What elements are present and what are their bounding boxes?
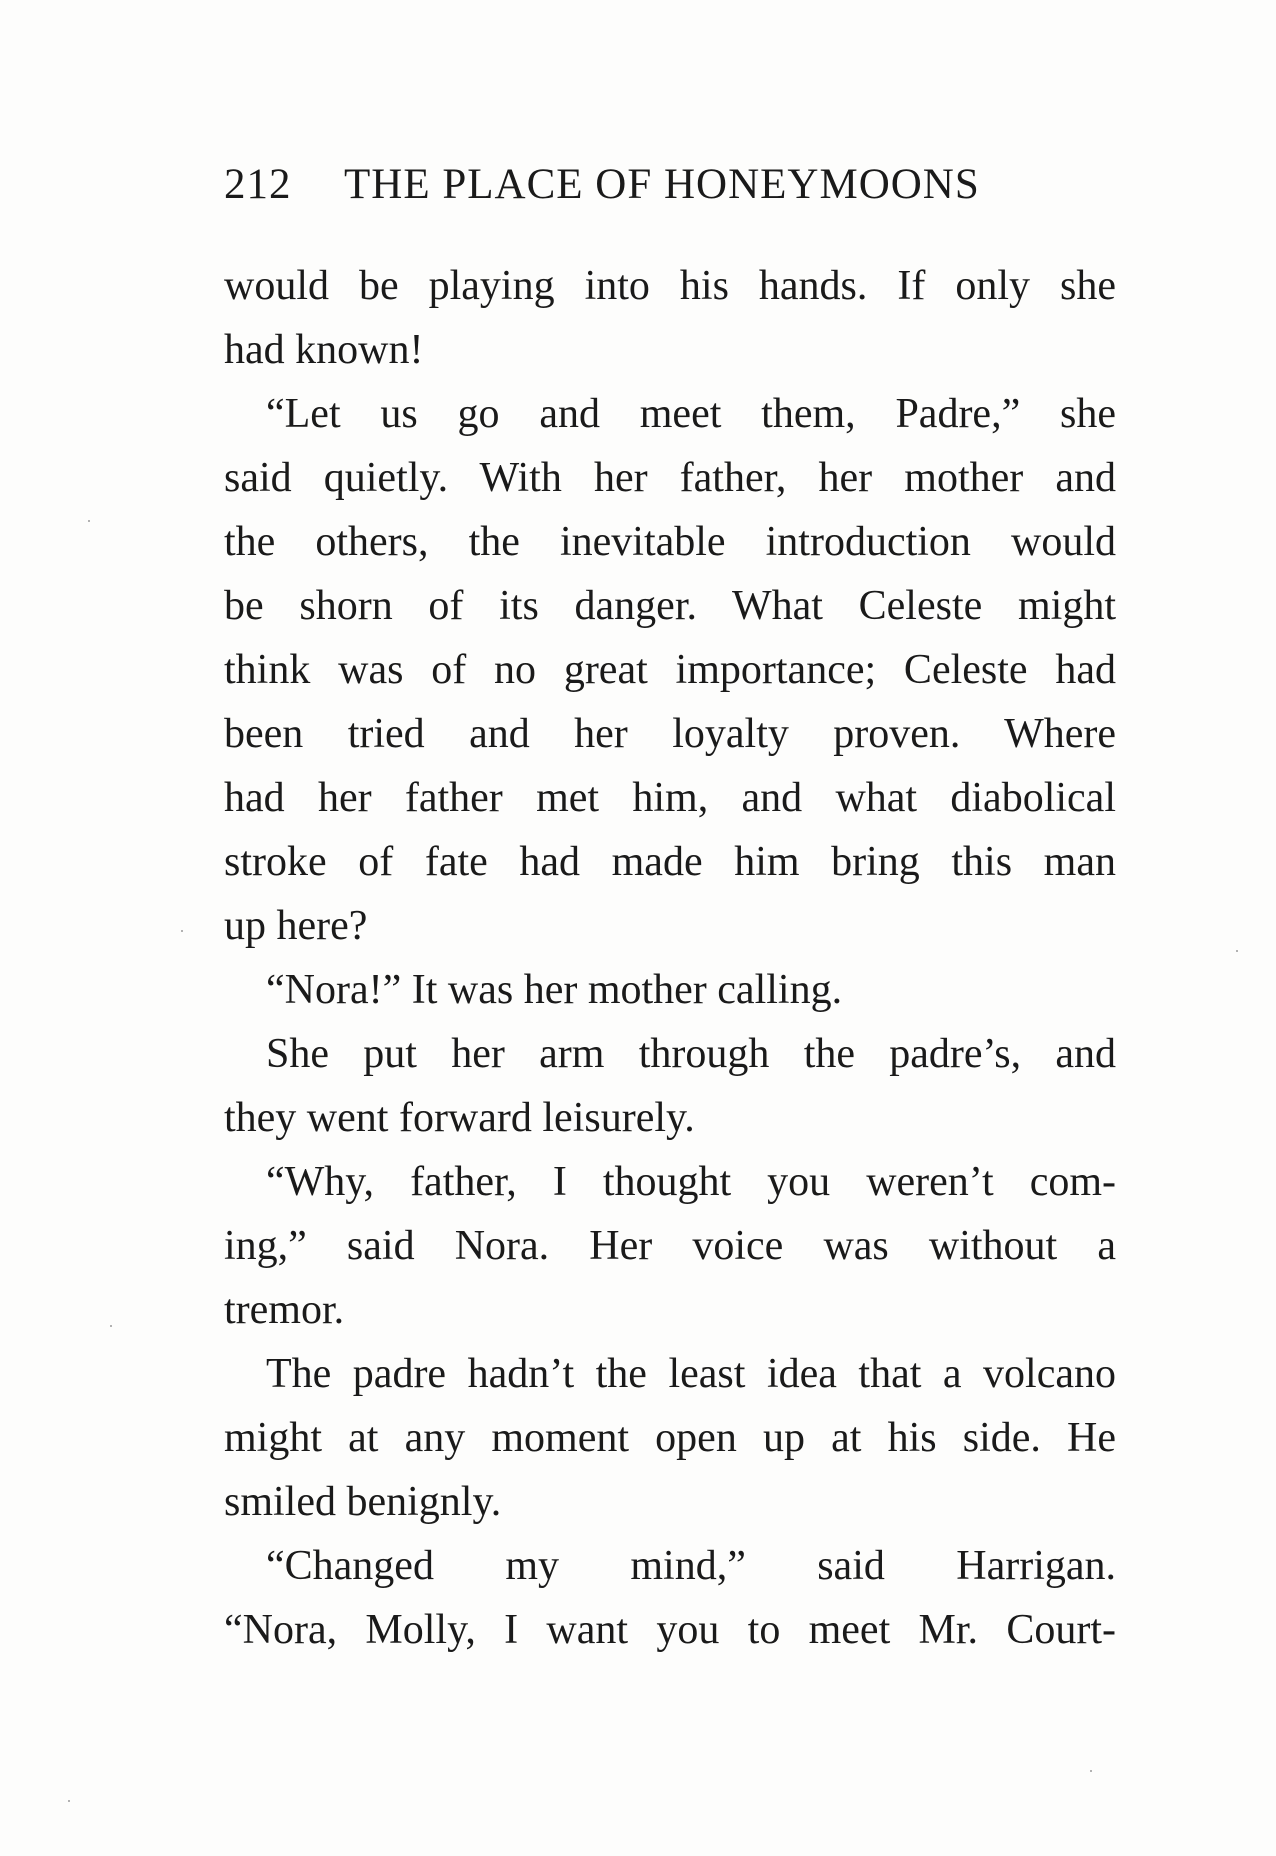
text-line: would be playing into his hands. If only she <box>224 263 1116 309</box>
paper-speck <box>1236 950 1238 952</box>
text-line: they went forward leisurely. <box>224 1095 695 1141</box>
page-header <box>224 160 1116 220</box>
text-line: had her father met him, and what diabolical <box>224 775 1116 821</box>
text-line: stroke of fate had made him bring this man <box>224 839 1116 885</box>
text-line: smiled benignly. <box>224 1479 502 1525</box>
paper-speck <box>88 520 90 522</box>
paper-speck <box>1090 1770 1092 1772</box>
text-line: ing,” said Nora. Her voice was without a <box>224 1223 1116 1269</box>
text-line: been tried and her loyalty proven. Where <box>224 711 1116 757</box>
text-line: “Nora, Molly, I want you to meet Mr. Court- <box>224 1607 1116 1653</box>
text-line: said quietly. With her father, her mother and <box>224 455 1116 501</box>
paper-speck <box>110 1325 112 1327</box>
page-number: 212 <box>224 161 292 208</box>
text-line: The padre hadn’t the least idea that a volcano <box>266 1351 1116 1397</box>
text-line: up here? <box>224 903 368 949</box>
text-line: “Let us go and meet them, Padre,” she <box>266 391 1116 437</box>
text-line: “Why, father, I thought you weren’t com- <box>266 1159 1116 1205</box>
paper-speck <box>68 1800 70 1802</box>
running-title: THE PLACE OF HONEYMOONS <box>344 161 980 208</box>
text-line: “Changed my mind,” said Harrigan. <box>266 1543 1116 1589</box>
body-text <box>224 254 1116 1662</box>
text-line: had known! <box>224 327 424 373</box>
text-line: She put her arm through the padre’s, and <box>266 1031 1116 1077</box>
text-line: think was of no great importance; Celeste had <box>224 647 1116 693</box>
text-line: be shorn of its danger. What Celeste might <box>224 583 1116 629</box>
text-line: might at any moment open up at his side. He <box>224 1415 1116 1461</box>
text-line: “Nora!” It was her mother calling. <box>266 967 843 1013</box>
text-line: the others, the inevitable introduction would <box>224 519 1116 565</box>
text-line: tremor. <box>224 1287 345 1333</box>
paper-speck <box>181 930 183 932</box>
